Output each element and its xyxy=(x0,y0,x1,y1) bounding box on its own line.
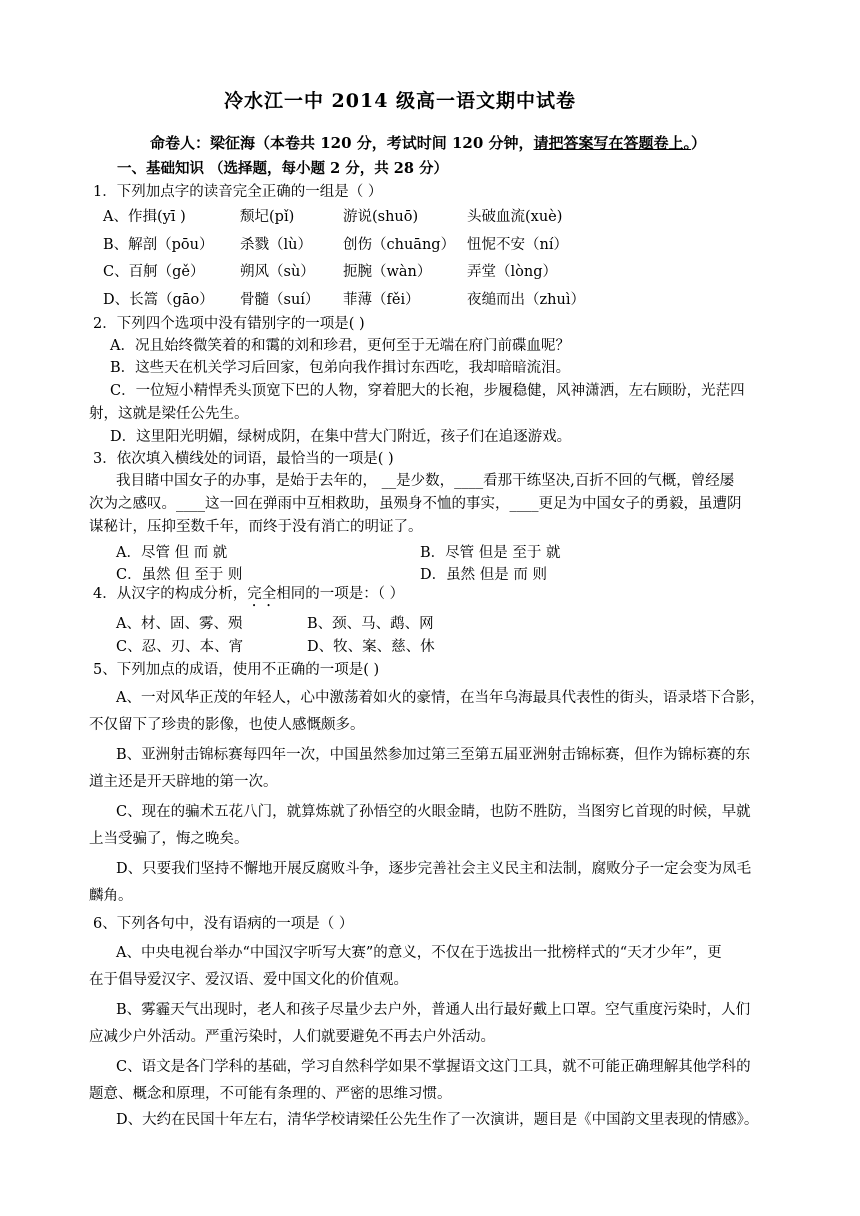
question-6-stem: 6、下列各句中，没有语病的一项是（ ） xyxy=(93,916,354,932)
q6-option-b-line1: B、雾霾天气出现时，老人和孩子尽量少去户外，普通人出行最好戴上口罩。空气重度污染时，人们 xyxy=(116,1002,751,1018)
q3-option-c: C．虽然 但 至于 则 xyxy=(116,567,243,583)
q4-option-c: C、忍、刃、本、宵 xyxy=(116,639,244,655)
q2-option-c-line1: C．一位短小精悍秃头顶宽下巴的人物，穿着肥大的长袍，步履稳健，风神潇洒，左右顾盼，光茫四 xyxy=(110,383,745,399)
question-5-stem: 5、下列加点的成语，使用不正确的一项是( ) xyxy=(93,662,380,678)
q1-option-b-word2: 杀戮（lù） xyxy=(240,237,312,253)
q5-option-a-line1: A、一对风华正茂的年轻人，心中激荡着如火的豪情，在当年乌海最具代表性的街头，语录塔下合影， xyxy=(116,690,765,706)
q1-option-b-word3: 创伤（chuāng） xyxy=(343,237,456,253)
q1-option-a-word4: 头破血流(xuè) xyxy=(467,209,563,225)
q5-option-c-line2: 上当受骗了，悔之晚矣。 xyxy=(89,831,249,847)
q1-option-b: B、解剖（pōu） xyxy=(103,237,214,253)
q3-option-d: D．虽然 但是 而 则 xyxy=(420,567,547,583)
q3-option-a: A．尽管 但 而 就 xyxy=(116,545,228,561)
q2-option-a: A．况且始终微笑着的和霭的刘和珍君，更何至于无端在府门前碟血呢？ xyxy=(110,338,570,354)
q4-stem-emphasis: 完全 xyxy=(247,586,277,602)
q4-option-b: B、颈、马、鹉、网 xyxy=(307,616,434,632)
q1-option-a-word2: 颓圮(pǐ) xyxy=(240,209,295,225)
q6-option-b-line2: 应减少户外活动。严重污染时，人们就要避免不再去户外活动。 xyxy=(89,1029,495,1045)
q2-option-c-line2: 射，这就是梁任公先生。 xyxy=(89,406,249,422)
q6-option-a-line1: A、中央电视台举办“中国汉字听写大赛”的意义，不仅在于选拔出一批榜样式的“天才少年”，更 xyxy=(116,945,722,961)
q2-option-d: D．这里阳光明媚，绿树成阴，在集中营大门附近，孩子们在追逐游戏。 xyxy=(110,429,572,445)
q6-option-d: D、大约在民国十年左右，清华学校请梁任公先生作了一次演讲，题目是《中国韵文里表现的情感》。 xyxy=(116,1112,759,1128)
q1-option-d-word2: 骨髓（suí） xyxy=(240,292,320,308)
q4-stem-suffix: 相同的一项是：（ ） xyxy=(276,586,405,602)
q1-option-d-word4: 夜缒而出（zhuì） xyxy=(467,292,585,308)
q3-option-b: B．尽管 但是 至于 就 xyxy=(420,545,561,561)
q3-passage-line1: 我目睹中国女子的办事，是始于去年的， __是少数，____看那干练坚决,百折不回的气概，曾经屡 xyxy=(116,473,735,489)
q1-option-d-word3: 菲薄（fěi） xyxy=(343,292,420,308)
q1-option-c-word3: 扼腕（wàn） xyxy=(343,264,432,280)
q5-option-d-line1: D、只要我们坚持不懈地开展反腐败斗争，逐步完善社会主义民主和法制，腐败分子一定会变为凤毛 xyxy=(116,861,752,877)
section-heading: 一、基础知识 （选择题，每小题 2 分，共 28 分） xyxy=(117,160,449,177)
question-2-stem: 2．下列四个选项中没有错别字的一项是( ) xyxy=(93,316,365,332)
q4-option-a: A、材、固、雾、殒 xyxy=(116,616,243,632)
header-close: ） xyxy=(691,134,707,152)
q1-option-d: D、长篙（gāo） xyxy=(103,292,214,308)
q5-option-b-line1: B、亚洲射击锦标赛每四年一次，中国虽然参加过第三至第五届亚洲射击锦标赛，但作为锦标赛的东 xyxy=(116,747,751,763)
exam-title: 冷水江一中 2014 级高一语文期中试卷 xyxy=(223,90,577,112)
q2-option-b: B．这些天在机关学习后回家，包弟向我作揖讨东西吃，我却暗暗流泪。 xyxy=(110,360,571,376)
q3-passage-line2: 次为之感叹。____这一回在弹雨中互相救助，虽殒身不恤的事实，____更足为中国女子的勇毅，虽遭阴 xyxy=(89,496,742,512)
q5-option-a-line2: 不仅留下了珍贵的影像，也使人感慨颇多。 xyxy=(89,717,365,733)
question-1-stem: 1．下列加点字的读音完全正确的一组是（ ） xyxy=(93,184,383,200)
q5-option-d-line2: 麟角。 xyxy=(89,888,133,904)
q3-passage-line3: 谋秘计，压抑至数千年，而终于没有消亡的明证了。 xyxy=(89,519,423,535)
q5-option-b-line2: 道主还是开天辟地的第一次。 xyxy=(89,774,278,790)
q1-option-b-word4: 忸怩不安（ní） xyxy=(467,237,568,253)
header-author: 命卷人：梁征海（本卷共 120 分，考试时间 120 分钟， xyxy=(150,134,534,152)
q6-option-c-line1: C、语文是各门学科的基础，学习自然科学如果不掌握语文这门工具，就不可能正确理解其他学科的 xyxy=(116,1059,751,1075)
q1-option-c-word2: 朔风（sù） xyxy=(240,264,315,280)
question-3-stem: 3．依次填入横线处的词语，最恰当的一项是( ) xyxy=(93,451,394,467)
question-4-stem xyxy=(93,585,404,610)
exam-header xyxy=(150,134,706,153)
q1-option-a-word3: 游说(shuō) xyxy=(343,209,419,225)
q4-option-d: D、牧、案、慈、休 xyxy=(307,639,435,655)
header-answer-note: 请把答案写在答题卷上。 xyxy=(533,134,692,152)
q6-option-a-line2: 在于倡导爱汉字、爱汉语、爱中国文化的价值观。 xyxy=(89,972,408,988)
q1-option-a: A、作揖(yī ) xyxy=(103,209,186,225)
q1-option-c-word4: 弄堂（lòng） xyxy=(467,264,557,280)
q4-stem-prefix: 4．从汉字的构成分析， xyxy=(93,586,248,602)
q5-option-c-line1: C、现在的骗术五花八门，就算炼就了孙悟空的火眼金睛，也防不胜防，当图穷匕首现的时候，早就 xyxy=(116,804,751,820)
q1-option-c: C、百舸（gě） xyxy=(103,264,205,280)
q6-option-c-line2: 题意、概念和原理，不可能有条理的、严密的思维习惯。 xyxy=(89,1086,452,1102)
